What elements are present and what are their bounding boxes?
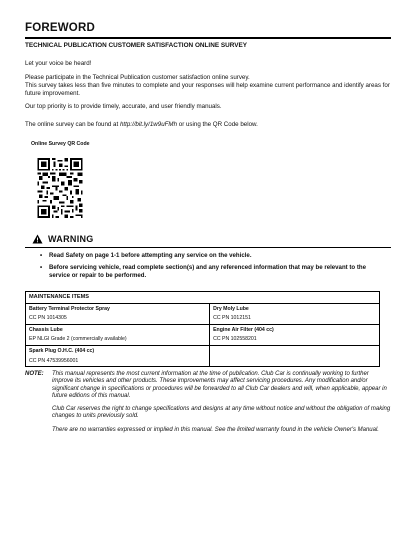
warning-triangle-icon xyxy=(32,234,43,244)
table-cell xyxy=(26,303,210,324)
intro-paragraph-2: Please participate in the Technical Publication customer satisfaction online survey. This survey takes less than five minutes to complete and your responses will help examine current performance and identify areas for future improvement. xyxy=(25,74,390,97)
survey-text-before: The online survey can be found at xyxy=(25,121,120,128)
table-cell xyxy=(210,303,380,324)
item-name: Spark Plug O.H.C. (404 cc) xyxy=(29,347,95,354)
item-name: Dry Moly Lube xyxy=(213,305,249,312)
item-part-number: EP NLGI Grade 2 (commercially available) xyxy=(29,336,127,343)
warning-list xyxy=(40,252,370,284)
warning-item: • Read Safety on page 1-1 before attempting any service on the vehicle. xyxy=(40,252,370,260)
section-subtitle: TECHNICAL PUBLICATION CUSTOMER SATISFACTION ONLINE SURVEY xyxy=(25,42,248,49)
title-divider xyxy=(25,37,391,39)
table-cell xyxy=(26,324,210,345)
warning-divider xyxy=(25,247,391,248)
intro-paragraph-4 xyxy=(25,121,391,129)
table-row xyxy=(26,345,380,366)
item-part-number: CC PN 1014305 xyxy=(29,315,67,322)
item-name: Chassis Lube xyxy=(29,326,63,333)
survey-url-link[interactable]: http://bit.ly/1w9uFMh xyxy=(119,121,178,128)
note-paragraph: This manual represents the most current information at the time of publication. Club Car is continually working to further improve its vehicles and other products. These improvements may affect servicing procedures. Any modification and/or significant change in specifications or procedures will be forwarded to all Club Car dealers and will, when applicable, appear in future editions of this manual. xyxy=(52,371,387,399)
note-paragraph: There are no warranties expressed or implied in this manual. See the limited warranty found in the vehicle Owner's Manual. xyxy=(52,426,379,433)
page-title: FOREWORD xyxy=(25,22,95,34)
table-cell xyxy=(210,324,380,345)
warning-heading: WARNING xyxy=(48,234,94,244)
item-part-number: CC PN 47539956001 xyxy=(29,357,79,364)
maintenance-items-table xyxy=(25,291,380,367)
survey-text-after: or using the QR Code below. xyxy=(177,121,258,128)
note-block xyxy=(25,371,391,440)
table-cell xyxy=(26,345,210,366)
intro-paragraph-1: Let your voice be heard! xyxy=(25,60,92,67)
note-paragraph: Club Car reserves the right to change specifications and designs at any time without notice and without the obligation of making changes to units previously sold. xyxy=(52,406,391,420)
qr-code-label: Online Survey QR Code xyxy=(31,141,90,147)
qr-code-image[interactable] xyxy=(37,158,83,218)
table-row xyxy=(26,324,380,345)
item-part-number: CC PN 1012151 xyxy=(213,315,251,322)
warning-header xyxy=(32,234,94,244)
item-name: Battery Terminal Protector Spray xyxy=(29,305,110,312)
maintenance-table-header: MAINTENANCE ITEMS xyxy=(26,292,380,304)
intro-paragraph-3: Our top priority is to provide timely, accurate, and user friendly manuals. xyxy=(25,103,222,110)
warning-item: • Before servicing vehicle, read complete section(s) and any referenced information that may be relevant to the service or repair to be performed. xyxy=(40,264,370,280)
note-body xyxy=(52,371,391,434)
note-label: NOTE: xyxy=(25,371,44,377)
table-row xyxy=(26,303,380,324)
item-name: Engine Air Filter (404 cc) xyxy=(213,326,274,333)
table-cell xyxy=(210,345,380,366)
item-part-number: CC PN 102558201 xyxy=(213,336,257,343)
